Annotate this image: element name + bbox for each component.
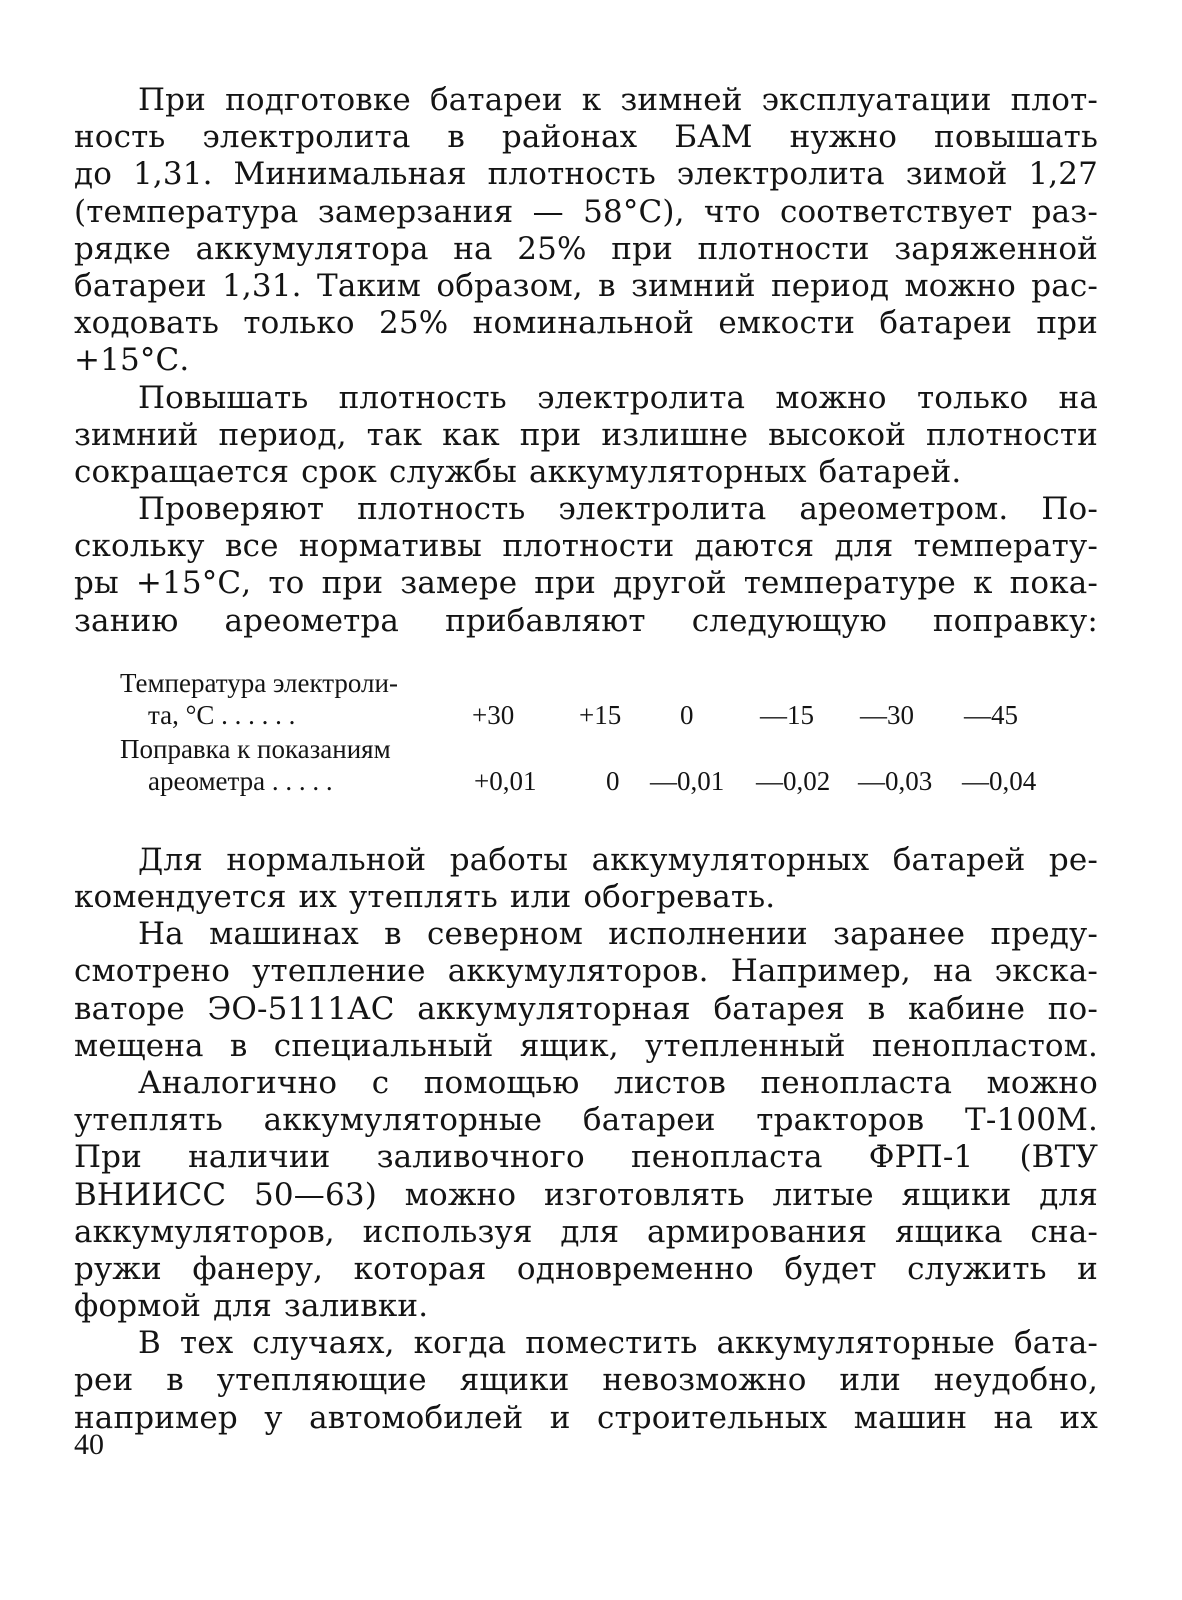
row1-value: —30 (860, 699, 914, 730)
text-line: При подготовке батареи к зимней эксплуатации плот- (138, 82, 1098, 118)
text-line: батареи 1,31. Таким образом, в зимний период можно рас- (74, 267, 1098, 304)
text-line: ружи фанеру, которая одновременно будет служить и (74, 1250, 1098, 1287)
text-line: скольку все нормативы плотности даются для температу- (74, 528, 1098, 565)
table-row (74, 668, 1098, 698)
page-body (74, 82, 1098, 1437)
text-line: ность электролита в районах БАМ нужно повышать (74, 119, 1098, 156)
row2-label-line1: Поправка к показаниям (120, 733, 391, 764)
row2-value: 0 (606, 765, 620, 796)
text-line: ходовать только 25% номинальной емкости батареи при (74, 305, 1098, 342)
text-line: ваторе ЭО-5111АС аккумуляторная батарея в кабине по- (74, 990, 1098, 1027)
text-line: Аналогично с помощью листов пенопласта можно (138, 1064, 1098, 1101)
text-line: На машинах в северном исполнении заранее преду- (138, 916, 1098, 953)
table-row (74, 766, 1098, 796)
paragraph-2 (74, 380, 1098, 492)
text-line: смотрено утепление аккумуляторов. Например, на экска- (74, 953, 1098, 990)
row1-label-line2: та, °С . . . . . . (148, 699, 296, 730)
text-line: мещена в специальный ящик, утепленный пенопластом. (74, 1027, 1098, 1064)
row1-value: +15 (579, 699, 622, 730)
text-line: до 1,31. Минимальная плотность электролита зимой 1,27 (74, 156, 1098, 193)
correction-table (74, 668, 1098, 816)
table-row (74, 700, 1098, 730)
text-line: +15°С. (74, 342, 190, 379)
text-line: Для нормальной работы аккумуляторных батарей ре- (138, 841, 1098, 878)
row2-value: —0,01 (650, 765, 725, 796)
text-line: В тех случаях, когда поместить аккумуляторные бата- (138, 1325, 1098, 1362)
text-line: сокращается срок службы аккумуляторных батарей. (74, 453, 962, 490)
row1-value: +30 (472, 699, 515, 730)
paragraph-4 (74, 842, 1098, 916)
text-line: комендуется их утеплять или обогревать. (74, 879, 776, 915)
paragraph-6 (74, 1065, 1098, 1325)
text-line: (температура замерзания — 58°С), что соответствует раз- (74, 193, 1098, 230)
row2-value: —0,03 (858, 765, 933, 796)
paragraph-1 (74, 82, 1098, 380)
row2-value: +0,01 (474, 765, 537, 796)
row2-value: —0,02 (756, 765, 831, 796)
paragraph-7 (74, 1325, 1098, 1437)
text-line: Проверяют плотность электролита ареометром. По- (138, 491, 1098, 528)
text-line: Повышать плотность электролита можно только на (138, 379, 1098, 416)
text-line: ВНИИСС 50—63) можно изготовлять литые ящики для (74, 1176, 1098, 1213)
text-line: утеплять аккумуляторные батареи тракторов Т-100М. (74, 1102, 1098, 1139)
row1-value: 0 (680, 699, 694, 730)
text-line: рядке аккумулятора на 25% при плотности заряженной (74, 230, 1098, 267)
page-number: 40 (74, 1428, 104, 1461)
row1-value: —15 (760, 699, 814, 730)
table-row (74, 734, 1098, 764)
paragraph-5 (74, 916, 1098, 1065)
text-line: зимний период, так как при излишне высокой плотности (74, 416, 1098, 453)
text-line: аккумуляторов, используя для армирования ящика сна- (74, 1213, 1098, 1250)
row2-value: —0,04 (962, 765, 1037, 796)
text-line: При наличии заливочного пенопласта ФРП-1 (ВТУ (74, 1139, 1098, 1176)
text-line: ры +15°С, то при замере при другой температуре к пока- (74, 565, 1098, 602)
text-line: реи в утепляющие ящики невозможно или неудобно, (74, 1362, 1098, 1399)
paragraph-3 (74, 491, 1098, 640)
row1-label-line1: Температура электроли- (120, 667, 398, 698)
text-line: занию ареометра прибавляют следующую поправку: (74, 602, 1098, 639)
text-line: формой для заливки. (74, 1288, 429, 1325)
text-line: например у автомобилей и строительных машин на их (74, 1399, 1098, 1436)
row1-value: —45 (964, 699, 1018, 730)
row2-label-line2: ареометра . . . . . (148, 765, 333, 796)
